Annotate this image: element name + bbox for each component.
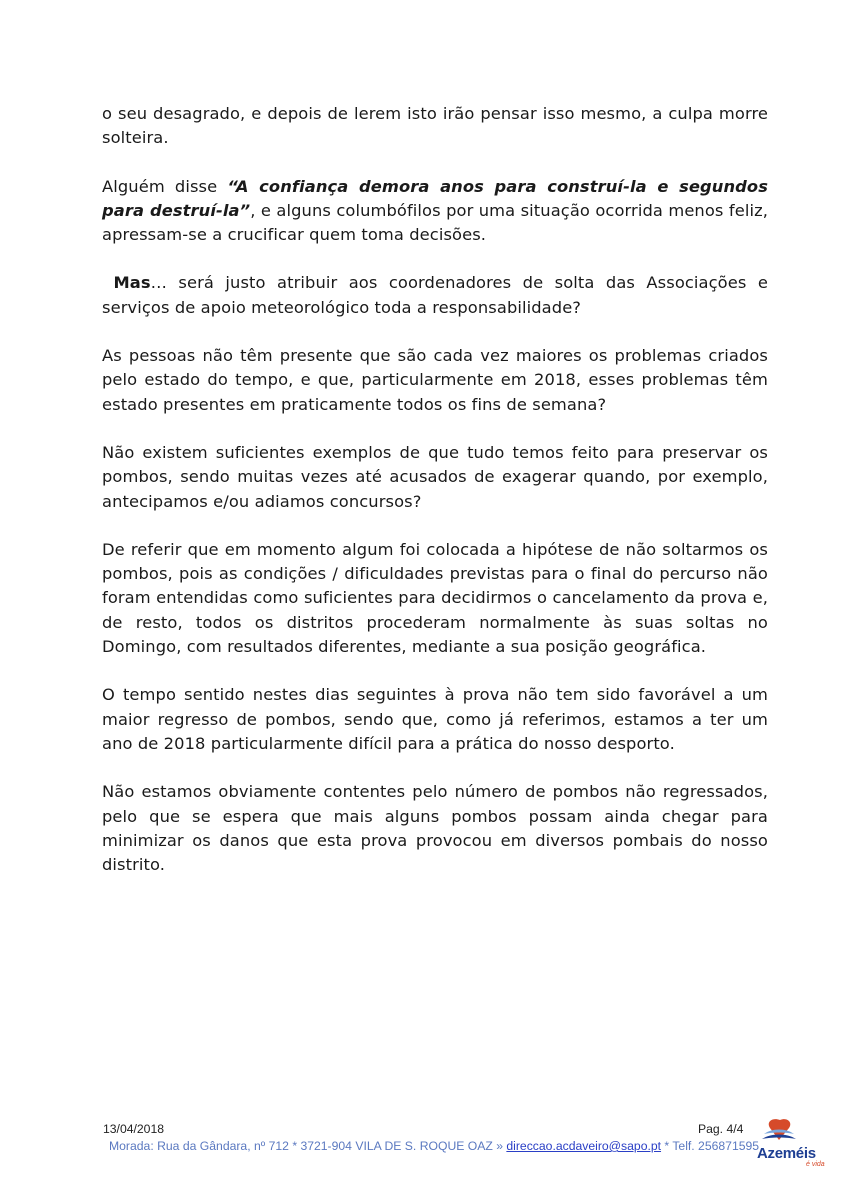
paragraph-1 (102, 102, 768, 151)
document-body (102, 102, 768, 901)
paragraph-5 (102, 441, 768, 514)
paragraph-4 (102, 344, 768, 417)
logo-tagline: é vida (806, 1161, 825, 1168)
paragraph-2 (102, 175, 768, 248)
paragraph-6 (102, 538, 768, 659)
paragraph-1-text: o seu desagrado, e depois de lerem isto irão pensar isso mesmo, a culpa morre solteira. (102, 104, 768, 148)
paragraph-4-text: As pessoas não têm presente que são cada vez maiores os problemas criados pelo estado do tempo, e que, particularmente em 2018, esses problemas têm estado presentes em praticamente todos os fins de semana? (102, 346, 768, 414)
footer-address (109, 1139, 759, 1153)
footer-email-link[interactable]: direccao.acdaveiro@sapo.pt (506, 1139, 662, 1153)
paragraph-2-quote: “A confiança demora anos para construí-la e segundos para destruí-la” (102, 176, 768, 220)
paragraph-3-bold: Mas (113, 273, 151, 293)
logo-wordmark: Azeméis (757, 1145, 816, 1162)
footer-address-text: Morada: Rua da Gândara, nº 712 * 3721-904 VILA DE S. ROQUE OAZ » (109, 1139, 507, 1153)
footer-phone: * Telf. 256871595 (661, 1139, 760, 1153)
paragraph-3-rest: … será justo atribuir aos coordenadores de solta das Associações e serviços de apoio meteorológico toda a responsabilidade? (102, 273, 768, 317)
paragraph-6-text: De referir que em momento algum foi colocada a hipótese de não soltarmos os pombos, pois as condições / dificuldades previstas para o final do percurso não foram entendidas como suficientes para decidirmos o cancelamento da prova e, de resto, todos os distritos procederam normalmente às suas soltas no Domingo, com resultados diferentes, mediante a sua posição geográfica. (102, 539, 768, 657)
paragraph-5-text: Não existem suficientes exemplos de que tudo temos feito para preservar os pombos, sendo muitas vezes até acusados de exagerar quando, por exemplo, antecipamos e/ou adiamos concursos? (102, 442, 768, 511)
paragraph-8 (102, 780, 768, 877)
footer-page-number: Pag. 4/4 (698, 1122, 744, 1136)
paragraph-7-text: O tempo sentido nestes dias seguintes à prova não tem sido favorável a um maior regresso de pombos, sendo que, como já referimos, estamos a ter um ano de 2018 particularmente difícil para a prática do nosso desporto. (102, 685, 768, 753)
paragraph-3 (102, 271, 768, 320)
paragraph-2-lead: Alguém disse (102, 176, 228, 196)
paragraph-2-rest: , e alguns columbófilos por uma situação ocorrida menos feliz, apressam-se a crucificar quem toma decisões. (102, 200, 769, 245)
logo-heart-icon (762, 1119, 796, 1140)
footer-date: 13/04/2018 (103, 1122, 164, 1136)
paragraph-7 (102, 683, 768, 756)
paragraph-8-text: Não estamos obviamente contentes pelo número de pombos não regressados, pelo que se espera que mais alguns pombos possam ainda chegar para minimizar os danos que esta prova provocou em diversos pombais do nosso distrito. (102, 782, 768, 875)
